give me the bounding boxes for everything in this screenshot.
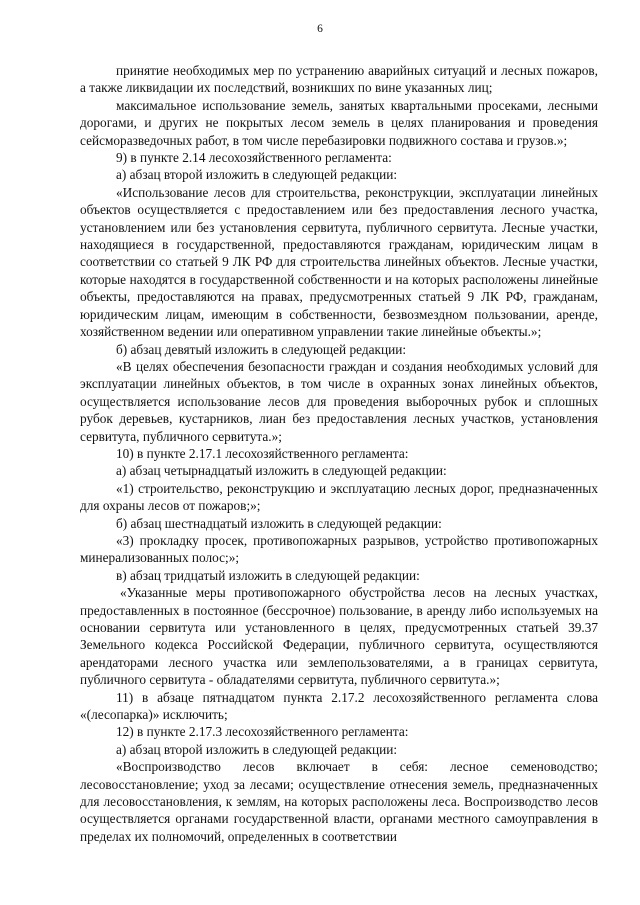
paragraph: а) абзац второй изложить в следующей редакции:	[116, 741, 398, 757]
paragraph: принятие необходимых мер по устранению аварийных ситуаций и лесных пожаров, а также ликвидации их последствий, возникших по вине указанных лиц;	[80, 63, 598, 96]
paragraph: б) абзац девятый изложить в следующей редакции:	[116, 341, 407, 357]
paragraph: 12) в пункте 2.17.3 лесохозяйственного регламента:	[116, 724, 409, 740]
paragraph: а) абзац второй изложить в следующей редакции:	[116, 167, 398, 183]
paragraph: «1) строительство, реконструкцию и эксплуатацию лесных дорог, предназначенных для охраны лесов от пожаров;»;	[80, 480, 598, 514]
paragraph: «Указанные меры противопожарного обустройства лесов на лесных участках, предоставленных в постоянное (бессрочное) пользование, в аренду либо используемых на основании сервитута или установленного в целях, предусмотренных статьей 39.37 Земельного кодекса Российской Федерации, публичного сервитута, осуществляются арендаторами лесного участка или землепользователями, а в границах сервитута, публичного сервитута - обладателями сервитута, публичного сервитута.»;	[80, 585, 598, 688]
page-number: 6	[317, 23, 323, 35]
paragraph: «3) прокладку просек, противопожарных разрывов, устройство противопожарных минерализованных полос;»;	[80, 532, 598, 566]
paragraph: «В целях обеспечения безопасности граждан и создания необходимых условий для эксплуатации линейных объектов, в том числе в охранных зонах линейных объектов, осуществляется использование лесов для проведения выборочных рубок и сплошных рубок деревьев, кустарников, лиан без предоставления лесных участков, установления сервитута, публичного сервитута.»;	[80, 358, 598, 444]
paragraph: 11) в абзаце пятнадцатом пункта 2.17.2 лесохозяйственного регламента слова «(лесопарка)» исключить;	[80, 689, 598, 723]
document-body	[80, 62, 598, 845]
paragraph: максимальное использование земель, занятых квартальными просеками, лесными дорогами, и других не покрытых лесом земель в целях планирования и проведения сейсморазведочных работ, в том числе перебазировки подвижного состава и грузов.»;	[80, 97, 598, 148]
paragraph: б) абзац шестнадцатый изложить в следующей редакции:	[116, 515, 442, 531]
paragraph: «Воспроизводство лесов включает в себя: лесное семеноводство; лесовосстановление; уход за лесами; осуществление отнесения земель, предназначенных для лесовосстановления, к землям, на которых расположены леса. Воспроизводство лесов осуществляется органами государственной власти, органами местного самоуправления в пределах их полномочий, определенных в соответствии	[80, 759, 598, 844]
paragraph: 10) в пункте 2.17.1 лесохозяйственного регламента:	[116, 445, 409, 461]
paragraph: в) абзац тридцатый изложить в следующей редакции:	[116, 567, 420, 583]
paragraph: «Использование лесов для строительства, реконструкции, эксплуатации линейных объектов осуществляется с предоставлением или без предоставления лесного участка, установлением или без установления сервитута, публичного сервитута. Лесные участки, находящиеся в государственной, предоставляются гражданам, юридическим лицам в соответствии со статьей 9 ЛК РФ для строительства линейных объектов. Лесные участки, которые находятся в государственной собственности и на которых расположены линейные объекты, предоставляются на правах, предусмотренных статьей 9 ЛК РФ, гражданам, юридическим лицам, имеющим в собственности, безвозмездном пользовании, аренде, хозяйственном ведении или оперативном управлении такие линейные объекты.»;	[80, 184, 598, 340]
paragraph: 9) в пункте 2.14 лесохозяйственного регламента:	[116, 150, 392, 166]
paragraph: а) абзац четырнадцатый изложить в следующей редакции:	[116, 463, 447, 479]
